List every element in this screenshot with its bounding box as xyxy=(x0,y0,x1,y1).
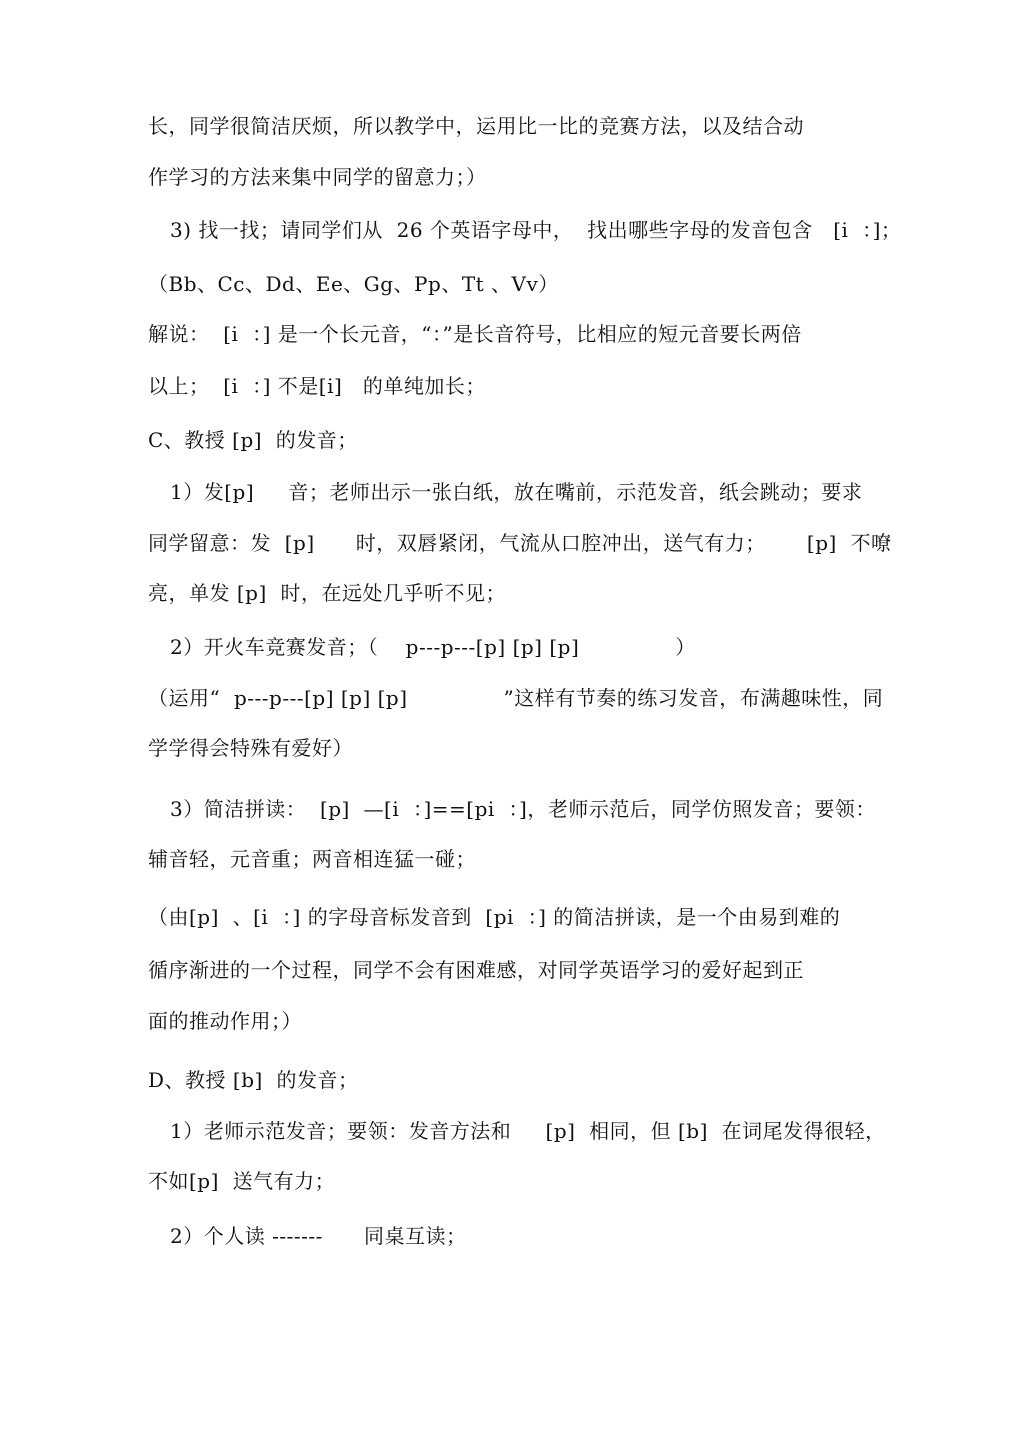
text-line: 循序渐进的一个过程，同学不会有困难感，对同学英语学习的爱好起到正 xyxy=(148,958,804,982)
text-line: 2）开火车竞赛发音；（ p---p---[p] [p] [p] ） xyxy=(170,635,696,659)
text-line: 同学留意：发 [p] 时，双唇紧闭，气流从口腔冲出，送气有力； [p] 不嘹 xyxy=(148,531,892,555)
text-line: C、教授 [p] 的发音； xyxy=(148,428,358,452)
text-line: 作学习的方法来集中同学的留意力；） xyxy=(148,165,487,189)
text-line: 长，同学很简洁厌烦，所以教学中，运用比一比的竞赛方法，以及结合动 xyxy=(148,114,804,138)
text-line: 解说： [i ：] 是一个长元音，“：”是长音符号，比相应的短元音要长两倍 xyxy=(148,322,802,346)
text-line: 面的推动作用；） xyxy=(148,1009,302,1033)
text-line: （运用“ p---p---[p] [p] [p] ”这样有节奏的练习发音，布满趣味性，同 xyxy=(148,686,884,710)
text-line: 亮，单发 [p] 时，在远处几乎听不见； xyxy=(148,581,506,605)
text-line: 3）简洁拼读： [p] —[i ：]==[pi ：]，老师示范后，同学仿照发音；要领： xyxy=(170,797,876,821)
text-line: 学学得会特殊有爱好） xyxy=(148,736,353,760)
text-line: 1）老师示范发音；要领：发音方法和 [p] 相同，但 [b] 在词尾发得很轻， xyxy=(170,1119,886,1143)
text-line: 2）个人读 ------- 同桌互读； xyxy=(170,1224,467,1248)
text-line: （由[p] 、[i ：] 的字母音标发音到 [pi ：] 的简洁拼读，是一个由易到难的 xyxy=(148,905,841,929)
text-line: 1）发[p] 音；老师出示一张白纸，放在嘴前，示范发音，纸会跳动；要求 xyxy=(170,480,863,504)
text-line: 3) 找一找；请同学们从 26 个英语字母中， 找出哪些字母的发音包含 [i ：]； xyxy=(170,218,902,242)
text-line: （Bb、Cc、Dd、Ee、Gg、Pp、Tt 、Vv） xyxy=(148,272,559,296)
text-line: D、教授 [b] 的发音； xyxy=(148,1068,359,1092)
text-line: 以上； [i ：] 不是[i] 的单纯加长； xyxy=(148,374,486,398)
text-line: 辅音轻，元音重；两音相连猛一碰； xyxy=(148,847,476,871)
text-line: 不如[p] 送气有力； xyxy=(148,1169,336,1193)
